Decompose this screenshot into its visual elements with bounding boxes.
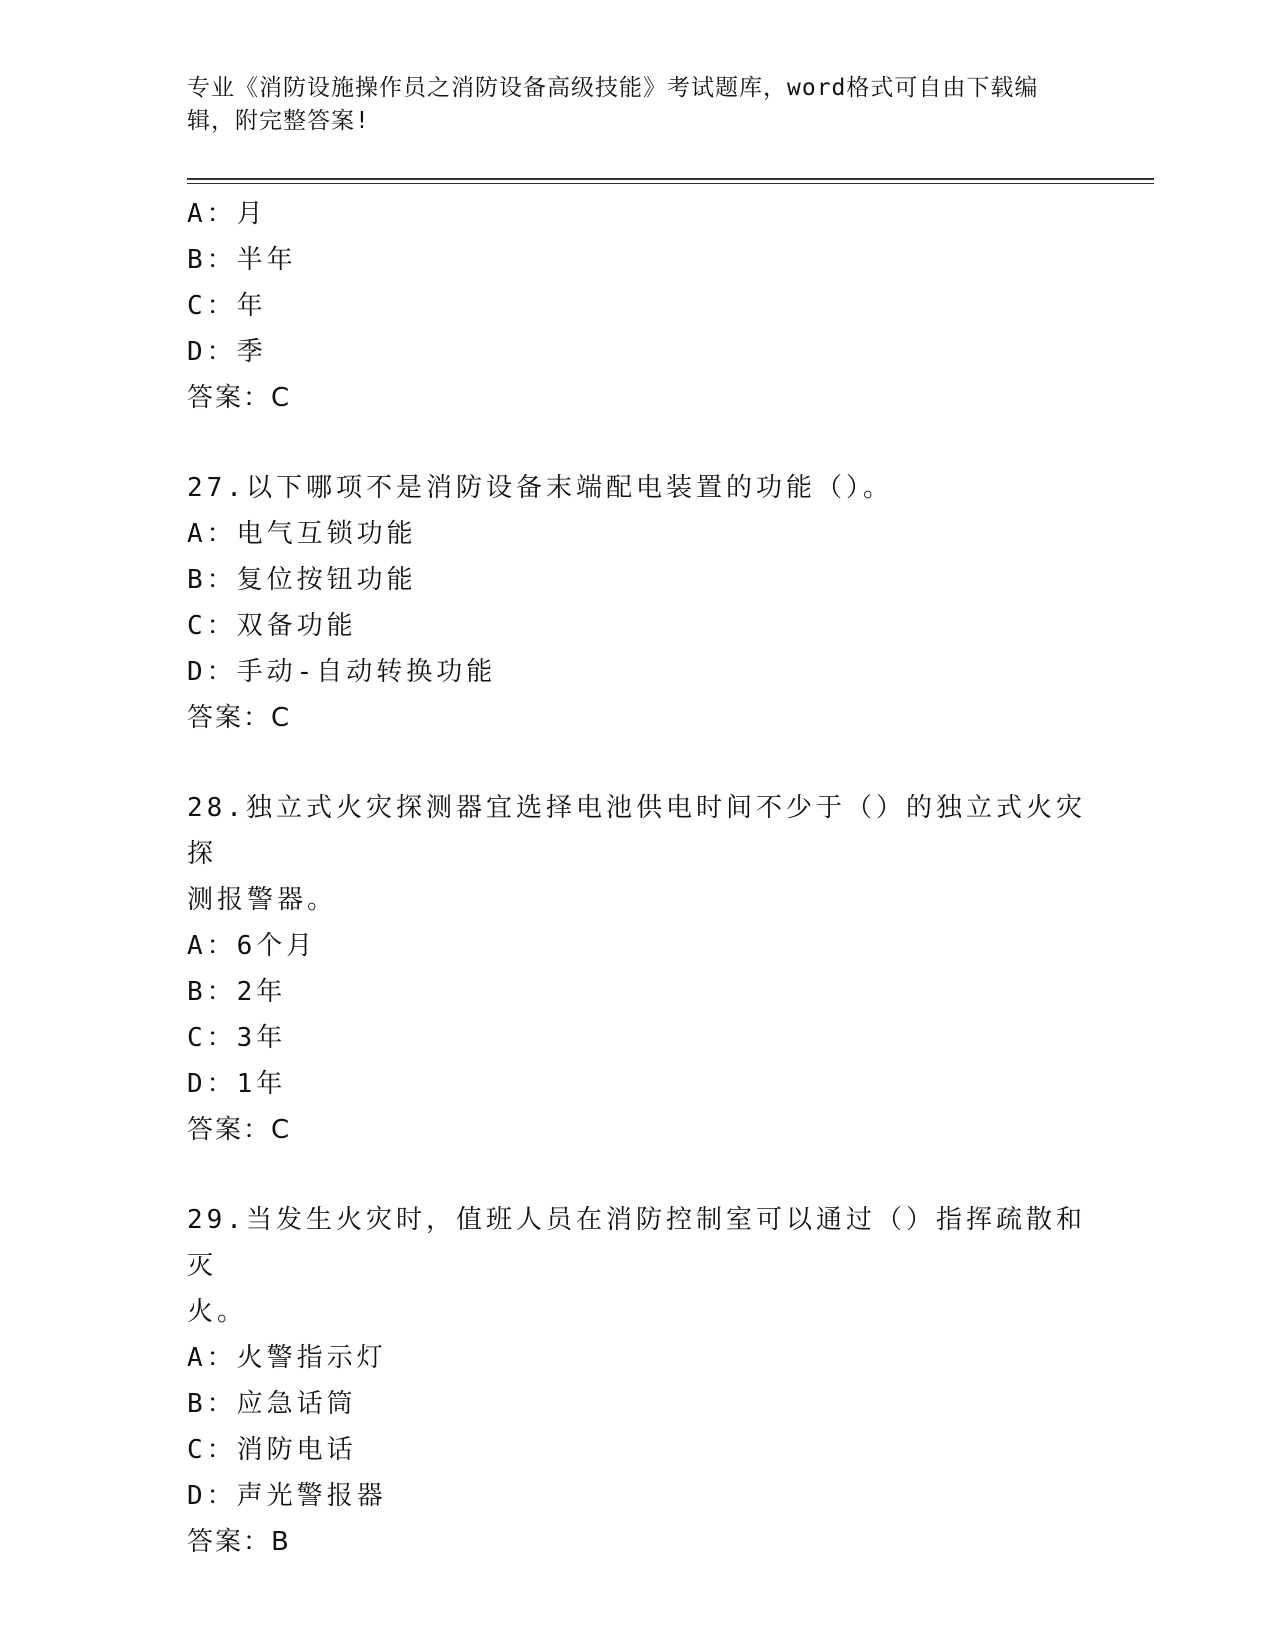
question-text: [187, 1197, 1087, 1335]
answer: 答案：B: [187, 1527, 291, 1557]
option-d: D：1年: [187, 1069, 287, 1099]
option-b: B：半年: [187, 245, 297, 275]
option-d: D：手动-自动转换功能: [187, 657, 497, 687]
header-divider-thick: [187, 178, 1154, 180]
header-divider-thin: [187, 183, 1154, 184]
option-a: A：6个月: [187, 931, 317, 961]
answer: 答案：C: [187, 383, 292, 413]
option-a: A：火警指示灯: [187, 1343, 387, 1373]
page-header: [187, 72, 1067, 138]
option-c: C：消防电话: [187, 1435, 357, 1465]
option-c: C：年: [187, 291, 267, 321]
question-29: [187, 1197, 1087, 1565]
option-a: A：月: [187, 199, 267, 229]
question-26: [187, 191, 1087, 421]
question-line-2: 测报警器。: [187, 885, 338, 915]
question-line-1: 28.独立式火灾探测器宜选择电池供电时间不少于（）的独立式火灾探: [187, 793, 1086, 869]
question-28: [187, 785, 1087, 1153]
question-list: [187, 191, 1087, 1565]
question-line-1: 27.以下哪项不是消防设备末端配电装置的功能（）。: [187, 473, 893, 503]
option-c: C：3年: [187, 1023, 287, 1053]
option-d: D：声光警报器: [187, 1481, 387, 1511]
header-line-1: 专业《消防设施操作员之消防设备高级技能》考试题库，word格式可自由下载编: [187, 75, 1039, 101]
question-text: [187, 465, 1087, 511]
question-27: [187, 465, 1087, 741]
option-d: D：季: [187, 337, 267, 367]
option-c: C：双备功能: [187, 611, 357, 641]
question-text: [187, 785, 1087, 923]
option-a: A：电气互锁功能: [187, 519, 417, 549]
option-b: B：2年: [187, 977, 287, 1007]
question-line-2: 火。: [187, 1297, 248, 1327]
answer: 答案：C: [187, 703, 292, 733]
question-line-1: 29.当发生火灾时，值班人员在消防控制室可以通过（）指挥疏散和灭: [187, 1205, 1086, 1281]
option-b: B：复位按钮功能: [187, 565, 417, 595]
header-line-2: 辑，附完整答案!: [187, 108, 370, 134]
answer: 答案：C: [187, 1115, 292, 1145]
option-b: B：应急话筒: [187, 1389, 357, 1419]
